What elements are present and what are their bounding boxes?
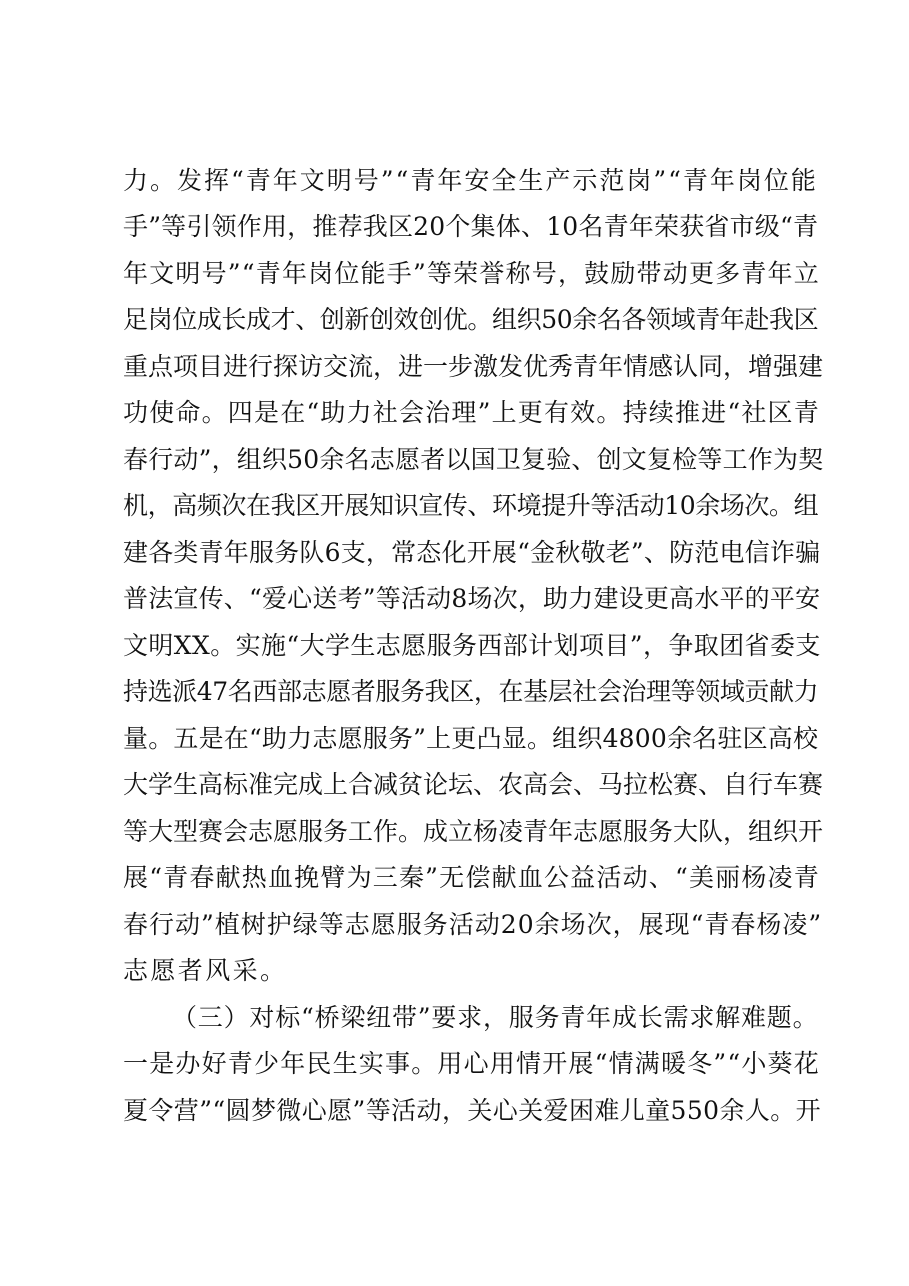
section-heading: （三）对标“桥梁纽带”要求，服务青年成长需求解难题。 [172,1003,819,1032]
text-line: 志愿者风采。 [123,956,288,985]
text-line: 年文明号”“青年岗位能手”等荣誉称号，鼓励带动更多青年立 [123,259,820,288]
text-line: 持选派47名西部志愿者服务我区，在基层社会治理等领域贡献力 [123,677,819,706]
text-line: 手”等引领作用，推荐我区20个集体、10名青年荣获省市级“青 [123,212,819,241]
text-line: 普法宣传、“爱心送考”等活动8场次，助力建设更高水平的平安 [123,584,821,613]
text-line: 等大型赛会志愿服务工作。成立杨凌青年志愿服务大队，组织开 [123,817,824,846]
text-line: 春行动”植树护绿等志愿服务活动20余场次，展现“青春杨凌” [123,910,823,939]
text-line: 重点项目进行探访交流，进一步激发优秀青年情感认同，增强建 [123,352,824,381]
text-line: 功使命。四是在“助力社会治理”上更有效。持续推进“社区青 [123,398,820,427]
text-line: 大学生高标准完成上合减贫论坛、农高会、马拉松赛、自行车赛 [123,770,824,799]
text-line: 机，高频次在我区开展知识宣传、环境提升等活动10余场次。组 [123,491,819,520]
text-line: 建各类青年服务队6支，常态化开展“金秋敬老”、防范电信诈骗 [123,538,821,567]
text-line: 文明XX。实施“大学生志愿服务西部计划项目”，争取团省委支 [123,631,821,660]
text-line: 一是办好青少年民生实事。用心用情开展“情满暖冬”“小葵花 [123,1049,820,1078]
text-line: 力。发挥“青年文明号”“青年安全生产示范岗”“青年岗位能 [123,166,818,195]
text-line: 夏令营”“圆梦微心愿”等活动，关心关爱困难儿童550余人。开 [123,1096,822,1125]
text-line: 足岗位成长成才、创新创效创优。组织50余名各领域青年赴我区 [123,305,819,334]
text-line: 春行动”，组织50余名志愿者以国卫复验、创文复检等工作为契 [123,445,824,474]
text-line: 量。五是在“助力志愿服务”上更凸显。组织4800余名驻区高校 [123,724,819,753]
text-line: 展“青春献热血挽臂为三秦”无偿献血公益活动、“美丽杨凌青 [123,863,820,892]
